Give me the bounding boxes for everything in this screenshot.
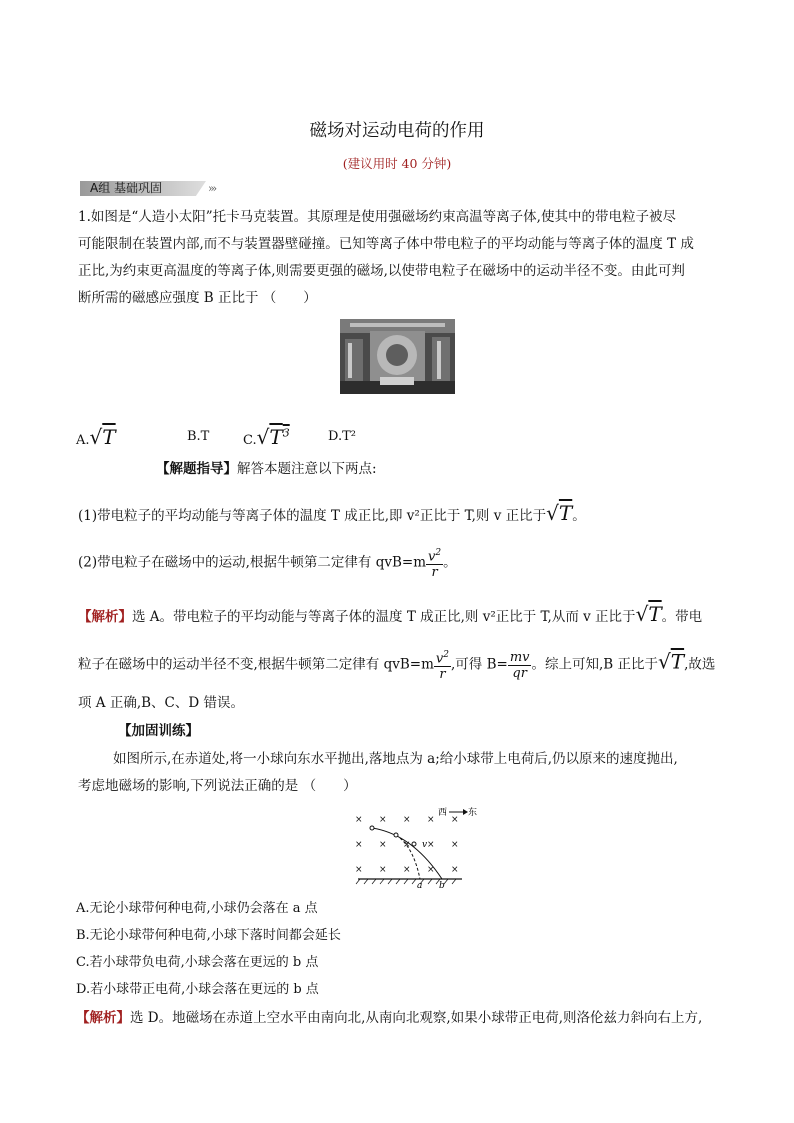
- q1-line-3: 正比,为约束更高温度的等离子体,则需要更强的磁场,以使带电粒子在磁场中的运动半径不变。由此可判: [78, 263, 685, 279]
- point-a-label: a: [417, 881, 423, 888]
- time-suggestion: (建议用时 40 分钟): [342, 156, 452, 171]
- q1-option-a: A.√T: [76, 425, 116, 449]
- svg-text:×: ×: [427, 840, 435, 850]
- svg-text:×: ×: [379, 865, 387, 875]
- west-label: 西: [438, 808, 448, 818]
- q1-line-4: 断所需的磁感应强度 B 正比于 （ ）: [78, 290, 317, 306]
- training-label: 【加固训练】: [118, 723, 199, 739]
- chevron-icon: ›››: [208, 182, 216, 195]
- svg-text:×: ×: [451, 865, 459, 875]
- svg-text:×: ×: [451, 840, 459, 850]
- projectile-figure: [352, 802, 482, 888]
- tokamak-photo: [340, 319, 455, 394]
- svg-text:×: ×: [451, 815, 459, 825]
- section-label: A组 基础巩固: [90, 181, 163, 195]
- svg-text:×: ×: [355, 865, 363, 875]
- q1-option-d: D.T²: [328, 429, 356, 444]
- analysis-line-2: 粒子在磁场中的运动半径不变,根据牛顿第二定律有 qvB=m $\frac{v^2}{r}$ ,可得 B= $\frac{mv}{qr}$ 。综上可知,B 正比于√T,故选: [78, 649, 716, 683]
- guide: 【解题指导】解答本题注意以下两点:: [156, 461, 377, 477]
- training-line-1: 如图所示,在赤道处,将一小球向东水平抛出,落地点为 a;给小球带上电荷后,仍以原来的速度抛出,: [113, 751, 678, 767]
- training-option-a: A.无论小球带何种电荷,小球仍会落在 a 点: [76, 901, 318, 916]
- svg-text:×: ×: [355, 840, 363, 850]
- point-1: (1)带电粒子的平均动能与等离子体的温度 T 成正比,即 v²正比于 T,则 v 正比于√T。: [78, 501, 586, 525]
- analysis-line-3: 项 A 正确,B、C、D 错误。: [78, 695, 244, 711]
- svg-text:×: ×: [427, 815, 435, 825]
- point-2: (2)带电粒子在磁场中的运动,根据牛顿第二定律有 qvB=m $\frac{v^2}{r}$ 。: [78, 548, 457, 581]
- q1-option-c: $C.√T^3$: [243, 425, 290, 449]
- training-option-d: D.若小球带正电荷,小球会落在更远的 b 点: [76, 982, 319, 997]
- svg-text:×: ×: [403, 865, 411, 875]
- page-title: 磁场对运动电荷的作用: [309, 121, 485, 141]
- analysis-line-1: 【解析】选 A。带电粒子的平均动能与等离子体的温度 T 成正比,则 v²正比于 T,从而 v 正比于√T。带电: [78, 602, 703, 626]
- section-banner: [80, 181, 220, 196]
- training-analysis: 【解析】选 D。地磁场在赤道上空水平由南向北,从南向北观察,如果小球带正电荷,则洛伦兹力斜向右上方,: [76, 1010, 703, 1026]
- training-option-b: B.无论小球带何种电荷,小球下落时间都会延长: [76, 928, 341, 943]
- training-option-c: C.若小球带负电荷,小球会落在更远的 b 点: [76, 955, 319, 970]
- point-b-label: b: [439, 881, 445, 888]
- training-line-2: 考虑地磁场的影响,下列说法正确的是 （ ）: [78, 778, 357, 794]
- q1-line-1: 1.如图是“人造小太阳”托卡马克装置。其原理是使用强磁场约束高温等离子体,使其中的带电粒子被尽: [78, 209, 676, 225]
- svg-text:×: ×: [403, 840, 411, 850]
- q1-option-b: B.T: [187, 429, 210, 444]
- svg-text:×: ×: [379, 840, 387, 850]
- svg-text:×: ×: [355, 815, 363, 825]
- svg-text:×: ×: [403, 815, 411, 825]
- velocity-label: v: [422, 840, 428, 850]
- svg-text:×: ×: [427, 865, 435, 875]
- q1-line-2: 可能限制在装置内部,而不与装置器壁碰撞。已知等离子体中带电粒子的平均动能与等离子体的温度 T 成: [78, 236, 694, 252]
- svg-text:×: ×: [379, 815, 387, 825]
- east-label: 东: [468, 808, 478, 818]
